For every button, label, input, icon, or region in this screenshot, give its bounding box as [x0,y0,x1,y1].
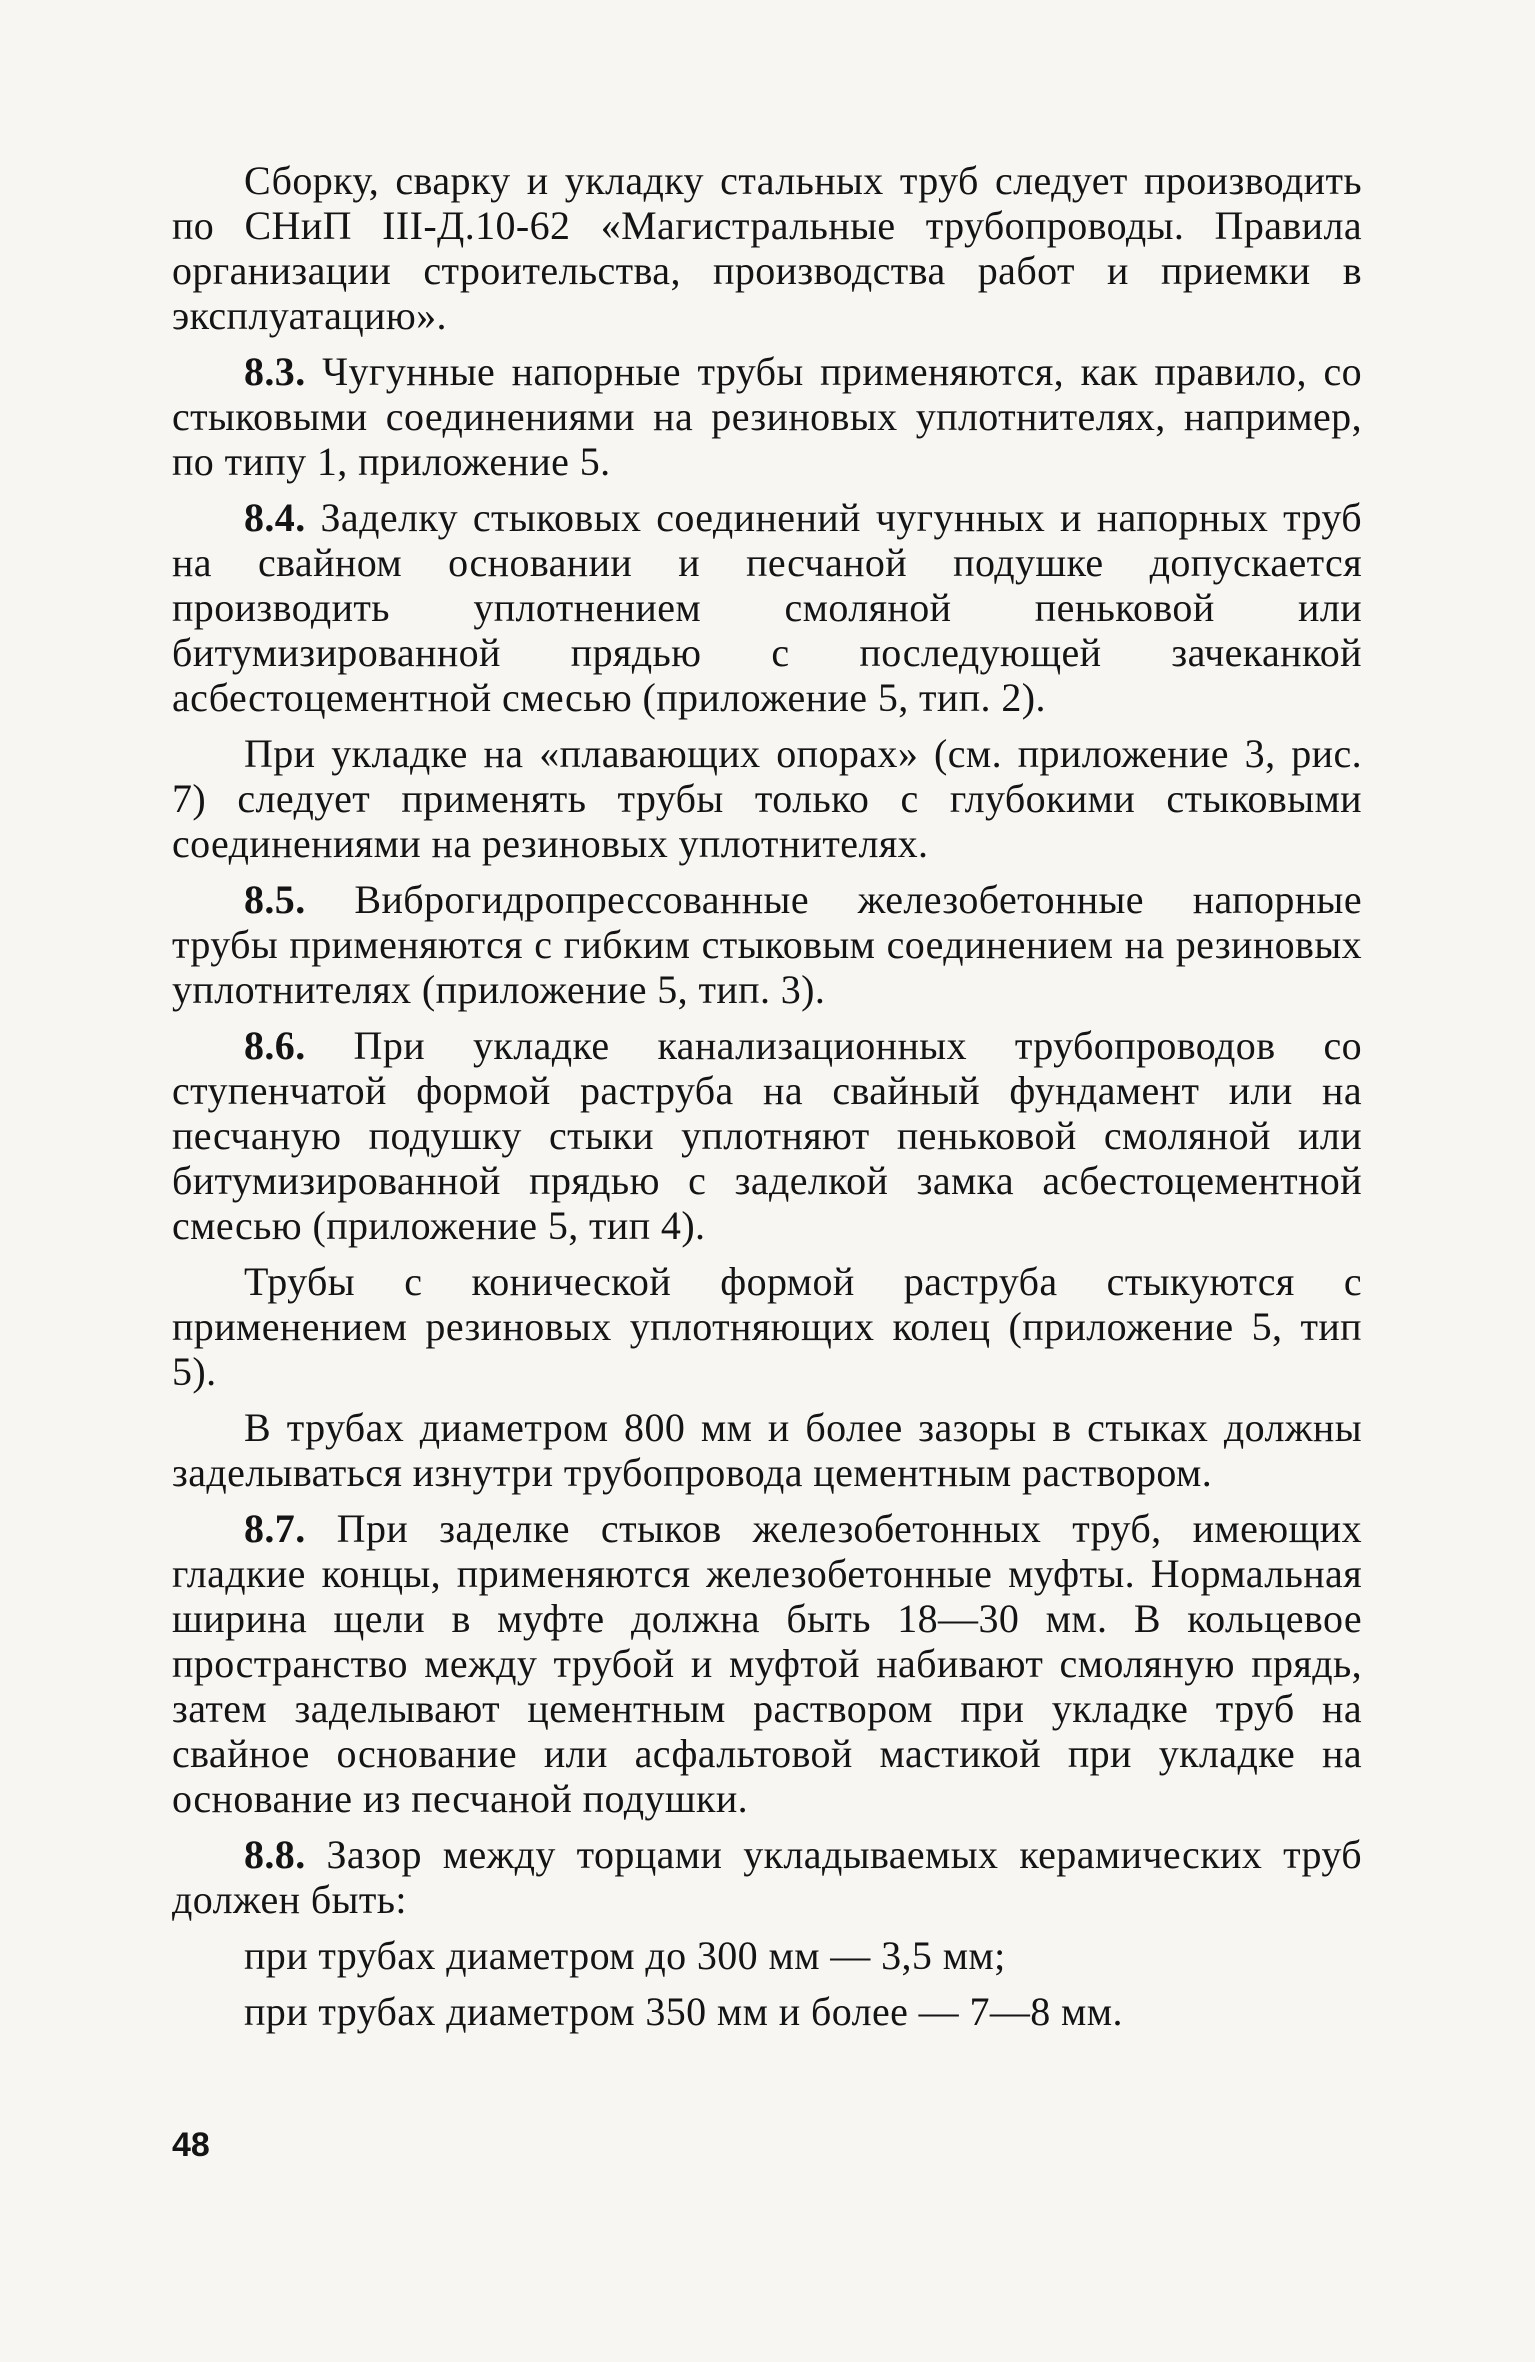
clause-number: 8.5. [244,877,306,922]
body-text [172,158,1362,2045]
paragraph-text: Чугунные напорные трубы применяются, как правило, со стыковыми соединениями на резиновых уплотнителях, например, по типу 1, приложение 5. [172,349,1362,484]
paragraph-8-6 [172,1023,1362,1248]
paragraph-assembly [172,158,1362,338]
paragraph-text: При укладке на «плавающих опорах» (см. приложение 3, рис. 7) следует применять трубы только с глубокими стыковыми соединениями на резиновых уплотнителях. [172,731,1362,866]
paragraph-8-8 [172,1832,1362,1922]
gap-small-diameter [172,1933,1362,1978]
paragraph-text: Зазор между торцами укладываемых керамических труб должен быть: [172,1832,1362,1922]
clause-number: 8.8. [244,1832,306,1877]
paragraph-8-5 [172,877,1362,1012]
paragraph-8-3 [172,349,1362,484]
paragraph-floating-supports [172,731,1362,866]
paragraph-text: Сборку, сварку и укладку стальных труб следует производить по СНиП III-Д.10-62 «Магистральные трубопроводы. Правила организации строительства, производства работ и приемки в эксплуатацию». [172,158,1362,338]
paragraph-text: Виброгидропрессованные железобетонные напорные трубы применяются с гибким стыковым соединением на резиновых уплотнителях (приложение 5, тип. 3). [172,877,1362,1012]
paragraph-text: Трубы с конической формой раструба стыкуются с применением резиновых уплотняющих колец (приложение 5, тип 5). [172,1259,1362,1394]
paragraph-text: при трубах диаметром 350 мм и более — 7—8 мм. [244,1989,1123,2034]
clause-number: 8.6. [244,1023,306,1068]
paragraph-large-diameter [172,1405,1362,1495]
paragraph-text: В трубах диаметром 800 мм и более зазоры в стыках должны заделываться изнутри трубопровода цементным раствором. [172,1405,1362,1495]
clause-number: 8.3. [244,349,306,394]
paragraph-text: Заделку стыковых соединений чугунных и напорных труб на свайном основании и песчаной подушке допускается производить уплотнением смоляной пеньковой или битумизированной прядью с последующей зачеканкой асбестоцементной смесью (приложение 5, тип. 2). [172,495,1362,720]
paragraph-text: При заделке стыков железобетонных труб, имеющих гладкие концы, применяются железобетонные муфты. Нормальная ширина щели в муфте должна быть 18—30 мм. В кольцевое пространство между трубой и муфтой набивают смоляную прядь, затем заделывают цементным раствором при укладке труб на свайное основание или асфальтовой мастикой при укладке на основание из песчаной подушки. [172,1506,1362,1821]
paragraph-conical-socket [172,1259,1362,1394]
paragraph-text: При укладке канализационных трубопроводов со ступенчатой формой раструба на свайный фундамент или на песчаную подушку стыки уплотняют пеньковой смоляной или битумизированной прядью с заделкой замка асбестоцементной смесью (приложение 5, тип 4). [172,1023,1362,1248]
clause-number: 8.7. [244,1506,306,1551]
paragraph-text: при трубах диаметром до 300 мм — 3,5 мм; [244,1933,1006,1978]
page-number: 48 [172,2126,210,2164]
gap-large-diameter [172,1989,1362,2034]
clause-number: 8.4. [244,495,306,540]
paragraph-8-4 [172,495,1362,720]
paragraph-8-7 [172,1506,1362,1821]
